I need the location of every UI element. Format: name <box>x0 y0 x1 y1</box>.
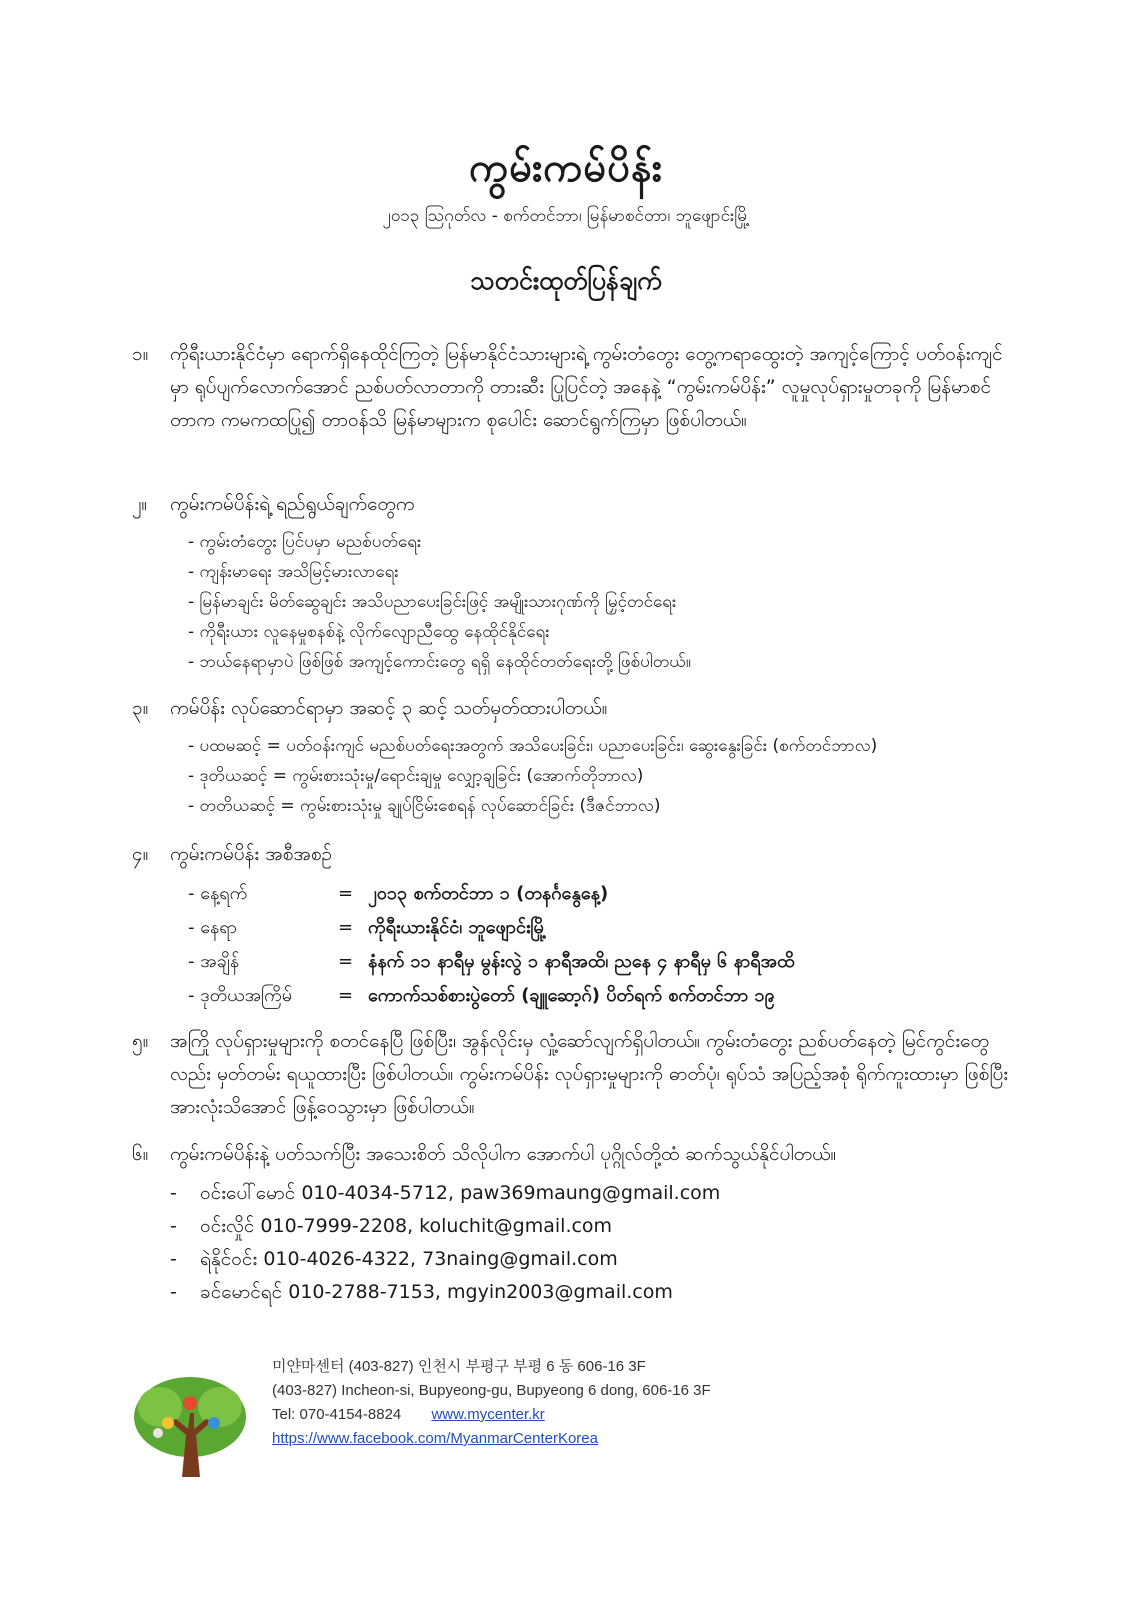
footer <box>130 1355 1010 1475</box>
section-paragraph: ကိုရီးယားနိုင်ငံမှာ ရောက်ရှိနေထိုင်ကြတဲ့ မြန်မာနိုင်ငံသားများရဲ့ ကွမ်းတံတွေး တွေ့ကရာထွေးတဲ့ အကျင့်ကြောင့် ပတ်ဝန်းကျင်မှာ ရုပ်ပျက်လောက်အောင် ညစ်ပတ်လာတာကို တားဆီး ပြုပြင်တဲ့ အနေနဲ့ “ကွမ်းကမ်ပိန်း” လူမှုလုပ်ရှားမှုတခုကို မြန်မာစင်တာက ကမကထပြု၍ တာဝန်သိ မြန်မာများက စုပေါင်း ဆောင်ရွက်ကြမှာ ဖြစ်ပါတယ်။ <box>170 343 1003 431</box>
footer-address-english: (403-827) Incheon-si, Bupyeong-gu, Bupyeong 6 dong, 606-16 3F <box>272 1382 711 1399</box>
list-item: - ပထမဆင့် = ပတ်ဝန်းကျင် မညစ်ပတ်ရေးအတွက် အသိပေးခြင်း၊ ပညာပေးခြင်း၊ ဆွေးနွေးခြင်း (စက်တင်ဘာလ) <box>188 736 878 756</box>
list-item: - တတိယဆင့် = ကွမ်းစားသုံးမှု ချုပ်ငြိမ်းစေရန် လုပ်ဆောင်ခြင်း (ဒီဇင်ဘာလ) <box>188 796 661 816</box>
footer-address-korean: 미얀마센터 (403-827) 인천시 부평구 부평 6 동 606-16 3F <box>272 1358 646 1375</box>
schedule-value: ၂၀၁၃ စက်တင်ဘာ ၁ (တနင်္ဂနွေနေ့) <box>368 883 609 904</box>
section-4 <box>132 838 1012 1013</box>
section-1 <box>132 338 1012 437</box>
contacts-list <box>132 1177 1012 1309</box>
schedule-equals: = <box>338 883 354 904</box>
footer-address <box>272 1355 711 1451</box>
section-6 <box>132 1138 1012 1309</box>
list-dash: - <box>170 1248 177 1270</box>
list-item: - ကိုရီးယား လူနေမှုစနစ်နဲ့ လိုက်လျောညီထွေ နေထိုင်နိုင်ရေး <box>188 622 550 642</box>
website-link[interactable]: www.mycenter.kr <box>431 1406 545 1423</box>
section-heading: ကွမ်းကမ်ပိန်း အစီအစဉ် <box>170 843 333 865</box>
footer-tel: Tel: 070-4154-8824 <box>272 1406 402 1423</box>
phases-list <box>132 731 1012 821</box>
document-subtitle: ၂၀၁၃ ဩဂုတ်လ - စက်တင်ဘာ၊ မြန်မာစင်တာ၊ ဘူဖျောင်းမြို့ <box>382 206 750 226</box>
list-dash: - <box>170 1281 177 1303</box>
section-3 <box>132 692 1012 821</box>
section-paragraph: အကြို လုပ်ရှားမှုများကို စတင်နေပြီ ဖြစ်ပြီး၊ အွန်လိုင်းမှ လှုံ့ဆော်လျက်ရှိပါတယ်။ ကွမ်းတံတွေး ညစ်ပတ်နေတဲ့ မြင်ကွင်းတွေလည်း မှတ်တမ်း ရယူထားပြီး ဖြစ်ပါတယ်။ ကွမ်းကမ်ပိန်း လုပ်ရှားမှုများကို ဓာတ်ပုံ၊ ရုပ်သံ အပြည့်အစုံ ရိုက်ကူးထားမှာ ဖြစ်ပြီး အားလုံးသိအောင် ဖြန့်ဝေသွားမှာ ဖြစ်ပါတယ်။ <box>170 1030 1009 1118</box>
objectives-list <box>132 527 1012 677</box>
section-heading: ကွမ်းကမ်ပိန်းနဲ့ ပတ်သက်ပြီး အသေးစိတ် သိလိုပါက အောက်ပါ ပုဂ္ဂိုလ်တို့ထံ ဆက်သွယ်နိုင်ပါတယ်။ <box>170 1143 837 1165</box>
list-dash: - <box>170 1182 177 1204</box>
schedule-equals: = <box>338 951 354 972</box>
contact-text: ခင်မောင်ရင် 010-2788-7153, mgyin2003@gmail.com <box>200 1281 673 1303</box>
list-dash: - <box>170 1215 177 1237</box>
section-heading: ကွမ်းကမ်ပိန်းရဲ့ ရည်ရွယ်ချက်တွေက <box>170 493 415 515</box>
list-item: - မြန်မာချင်း မိတ်ဆွေချင်း အသိပညာပေးခြင်းဖြင့် အမျိုးသားဂုဏ်ကို မြှင့်တင်ရေး <box>188 592 677 612</box>
section-number: ၄။ <box>132 843 149 865</box>
contact-item <box>170 1243 1012 1276</box>
table-row <box>188 877 795 911</box>
section-number: ၂။ <box>132 493 148 515</box>
contact-item <box>170 1177 1012 1210</box>
section-number: ၅။ <box>132 1030 149 1052</box>
table-row <box>188 945 795 979</box>
logo-dot-yellow <box>162 1417 174 1429</box>
press-release-heading: သတင်းထုတ်ပြန်ချက် <box>470 266 662 295</box>
schedule-table <box>188 877 795 1013</box>
contact-text: ဝင်းပေါ်မောင် 010-4034-5712, paw369maung@gmail.com <box>200 1182 721 1204</box>
list-item: - ဒုတိယဆင့် = ကွမ်းစားသုံးမှု/ရောင်းချမှု လျှော့ချခြင်း (အောက်တိုဘာလ) <box>188 766 644 786</box>
logo-dot-blue <box>208 1417 220 1429</box>
section-number: ၁။ <box>132 343 149 365</box>
contact-text: ရဲနိုင်ဝင်း 010-4026-4322, 73naing@gmail.com <box>200 1248 618 1270</box>
schedule-key: - အချိန် <box>188 951 240 972</box>
contact-item <box>170 1210 1012 1243</box>
section-number: ၃။ <box>132 697 149 719</box>
contact-text: ဝင်းလှိုင် 010-7999-2208, koluchit@gmail.com <box>200 1215 613 1237</box>
schedule-key: - နေရာ <box>188 917 238 938</box>
myanmar-center-logo <box>130 1373 250 1479</box>
schedule-key: - နေ့ရက် <box>188 883 248 904</box>
logo-flame <box>183 1396 197 1410</box>
footer-contact-line <box>272 1403 711 1427</box>
table-row <box>188 979 795 1013</box>
contact-item <box>170 1276 1012 1309</box>
schedule-key: - ဒုတိယအကြိမ် <box>188 985 293 1006</box>
logo-dot-white <box>153 1428 163 1438</box>
schedule-value: ကိုရီးယားနိုင်ငံ၊ ဘူဖျောင်းမြို့ <box>368 917 547 938</box>
table-row <box>188 911 795 945</box>
schedule-value: နံနက် ၁၁ နာရီမှ မွန်းလွဲ ၁ နာရီအထိ၊ ညနေ ၄ နာရီမှ ၆ နာရီအထိ <box>368 951 795 972</box>
facebook-link[interactable]: https://www.facebook.com/MyanmarCenterKorea <box>272 1430 598 1447</box>
section-number: ၆။ <box>132 1143 149 1165</box>
document-title: ကွမ်းကမ်ပိန်း <box>469 145 663 191</box>
list-item: - ကျန်းမာရေး အသိမြင့်မားလာရေး <box>188 562 399 582</box>
list-item: - ဘယ်နေရာမှာပဲ ဖြစ်ဖြစ် အကျင့်ကောင်းတွေ ရရှိ နေထိုင်တတ်ရေးတို့ ဖြစ်ပါတယ်။ <box>188 652 691 672</box>
section-5 <box>132 1025 1012 1124</box>
section-2 <box>132 488 1012 677</box>
list-item: - ကွမ်းတံတွေး ပြင်ပမှာ မညစ်ပတ်ရေး <box>188 532 422 552</box>
schedule-equals: = <box>338 917 354 938</box>
schedule-value: ကောက်သစ်စားပွဲတော် (ချူဆော့ဂ်) ပိတ်ရက် စက်တင်ဘာ ၁၉ <box>368 985 775 1006</box>
section-heading: ကမ်ပိန်း လုပ်ဆောင်ရာမှာ အဆင့် ၃ ဆင့် သတ်မှတ်ထားပါတယ်။ <box>170 697 608 719</box>
schedule-equals: = <box>338 985 354 1006</box>
